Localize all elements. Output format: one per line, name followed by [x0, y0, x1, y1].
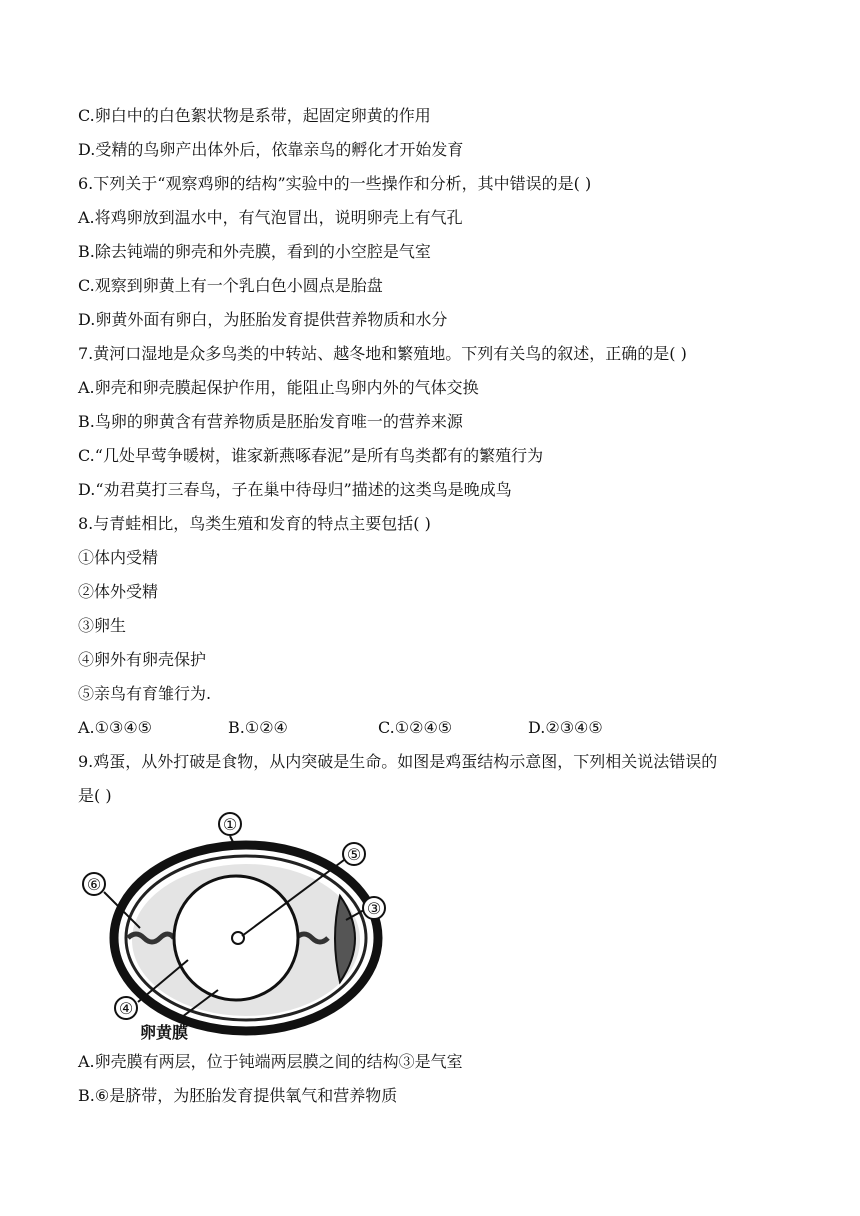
figure-caption: 卵黄膜 [140, 1023, 189, 1042]
q7-option-b: B.鸟卵的卵黄含有营养物质是胚胎发育唯一的营养来源 [78, 412, 463, 431]
air-chamber [335, 896, 355, 982]
q8-item-1: ①体内受精 [78, 548, 159, 567]
q7-option-d: D.“劝君莫打三春鸟，子在巢中待母归”描述的这类鸟是晚成鸟 [78, 480, 512, 499]
q6-option-a: A.将鸡卵放到温水中，有气泡冒出，说明卵壳上有气孔 [78, 208, 463, 227]
germinal-disc [232, 932, 244, 944]
q6-option-b: B.除去钝端的卵壳和外壳膜，看到的小空腔是气室 [78, 242, 431, 261]
egg-diagram [78, 810, 398, 1045]
q8-option-a: A.①③④⑤ [78, 718, 153, 737]
q8-option-d: D.②③④⑤ [528, 718, 603, 737]
label-4-text: ④ [118, 999, 134, 1018]
q9-option-a: A.卵壳膜有两层，位于钝端两层膜之间的结构③是气室 [78, 1052, 463, 1071]
question-7-stem: 7.黄河口湿地是众多鸟类的中转站、越冬地和繁殖地。下列有关鸟的叙述，正确的是( ) [78, 344, 687, 363]
q7-option-c: C.“几处早莺争暖树，谁家新燕啄春泥”是所有鸟类都有的繁殖行为 [78, 446, 544, 465]
q8-option-b: B.①②④ [228, 718, 288, 737]
q8-item-4: ④卵外有卵壳保护 [78, 650, 207, 669]
q8-item-2: ②体外受精 [78, 582, 159, 601]
q8-option-c: C.①②④⑤ [378, 718, 453, 737]
label-5-text: ⑤ [346, 845, 362, 864]
line-5d: D.受精的鸟卵产出体外后，依靠亲鸟的孵化才开始发育 [78, 140, 464, 159]
label-6-text: ⑥ [86, 875, 102, 894]
question-8-stem: 8.与青蛙相比，鸟类生殖和发育的特点主要包括( ) [78, 514, 431, 533]
label-1-text: ① [222, 815, 238, 834]
q8-item-5: ⑤亲鸟有育雏行为. [78, 684, 212, 703]
line-5c: C.卵白中的白色絮状物是系带，起固定卵黄的作用 [78, 106, 431, 125]
question-9-stem-line2: 是( ) [78, 786, 112, 805]
label-3-text: ③ [366, 899, 382, 918]
question-6-stem: 6.下列关于“观察鸡卵的结构”实验中的一些操作和分析，其中错误的是( ) [78, 174, 592, 193]
q9-option-b: B.⑥是脐带，为胚胎发育提供氧气和营养物质 [78, 1086, 398, 1105]
q8-item-3: ③卵生 [78, 616, 127, 635]
question-9-stem-line1: 9.鸡蛋，从外打破是食物，从内突破是生命。如图是鸡蛋结构示意图，下列相关说法错误的 [78, 752, 718, 771]
q6-option-c: C.观察到卵黄上有一个乳白色小圆点是胎盘 [78, 276, 383, 295]
q6-option-d: D.卵黄外面有卵白，为胚胎发育提供营养物质和水分 [78, 310, 448, 329]
q7-option-a: A.卵壳和卵壳膜起保护作用，能阻止鸟卵内外的气体交换 [78, 378, 479, 397]
egg-structure-figure [78, 810, 398, 1045]
